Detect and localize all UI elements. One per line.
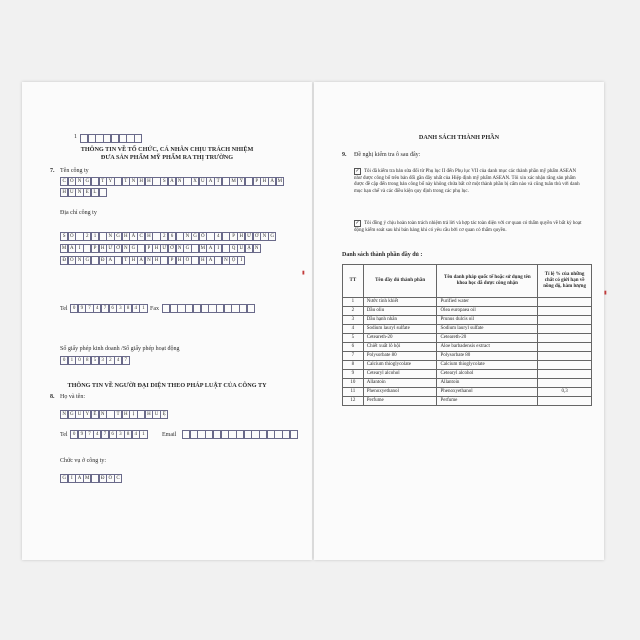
char-box: H	[145, 232, 153, 241]
char-box: 1	[139, 430, 147, 439]
table-cell	[538, 397, 592, 406]
char-box: 2	[106, 356, 114, 365]
char-box: C	[60, 177, 68, 186]
char-box: 7	[85, 304, 93, 313]
char-box: Ã	[129, 232, 137, 241]
char-box: Á	[75, 474, 83, 483]
char-box: H	[176, 256, 184, 265]
char-box: 4	[214, 232, 222, 241]
char-box: U	[237, 244, 245, 253]
char-box: Ố	[68, 232, 76, 241]
char-box: E	[83, 188, 91, 197]
table-cell: Cetearyl alcohol	[437, 370, 538, 379]
char-box: Ố	[68, 256, 76, 265]
checkbox-checked-icon: ✓	[355, 221, 360, 226]
table-cell: 8	[343, 361, 364, 370]
person-name-field	[60, 410, 168, 419]
left-page	[22, 82, 312, 560]
ingredients-title: DANH SÁCH THÀNH PHẦN	[418, 134, 500, 141]
char-box: H	[260, 177, 268, 186]
company-name-label: Tên công ty	[60, 168, 89, 174]
address-row-3	[60, 256, 245, 265]
section-9-number: 9.	[342, 152, 347, 158]
char-box: Ỹ	[237, 177, 245, 186]
char-box: N	[106, 232, 114, 241]
table-cell: Phenoxyethanol	[363, 388, 437, 397]
char-box: 4	[114, 356, 122, 365]
char-box: T	[99, 177, 107, 186]
char-box: S	[160, 177, 168, 186]
table-cell	[538, 307, 592, 316]
char-box: G	[83, 177, 91, 186]
char-box	[99, 188, 107, 197]
char-box: I	[237, 256, 245, 265]
table-cell: 12	[343, 397, 364, 406]
table-row	[343, 370, 592, 379]
table-cell: Calcium thioglycolate	[363, 361, 437, 370]
char-box: M	[200, 246, 206, 251]
char-box: 9	[78, 430, 86, 439]
table-cell: 6	[343, 343, 364, 352]
char-box: Ả	[168, 177, 176, 186]
table-row	[343, 325, 592, 334]
table-cell: Polysorbate 80	[363, 352, 437, 361]
table-cell: Perfume	[363, 397, 437, 406]
table-row	[343, 361, 592, 370]
char-box: T	[122, 256, 130, 265]
table-row	[343, 298, 592, 307]
char-box: Y	[83, 410, 91, 419]
char-box: H	[237, 232, 245, 241]
table-cell: 7	[343, 352, 364, 361]
table-cell: Polysorbate 80	[437, 352, 538, 361]
header-code-boxes: 1	[74, 134, 142, 143]
char-box: A	[206, 244, 214, 253]
char-box: C	[114, 474, 122, 483]
char-box: N	[183, 232, 191, 241]
char-box: Ậ	[245, 244, 253, 253]
char-box: 1	[91, 232, 99, 241]
char-box: 7	[101, 430, 109, 439]
char-box: Õ	[199, 232, 207, 241]
table-cell: 11	[343, 388, 364, 397]
section-7-number: 7.	[50, 168, 55, 174]
ingredients-table	[342, 264, 592, 406]
table-row	[343, 379, 592, 388]
char-box: N	[75, 188, 83, 197]
table-cell: 9	[343, 370, 364, 379]
col-header: Tên đầy đủ thành phần	[363, 265, 437, 298]
char-box: Ẩ	[268, 177, 276, 186]
char-box: P	[168, 256, 176, 265]
char-box: G	[191, 232, 199, 241]
char-box: T	[214, 177, 222, 186]
fax-field	[162, 304, 255, 313]
rep-header: THÔNG TIN VỀ NGƯỜI ĐẠI DIỆN THEO PHÁP LUẬT CỦA CÔNG TY	[67, 382, 267, 389]
char-box: Ư	[245, 232, 253, 241]
char-box: H	[152, 244, 160, 253]
char-box: 4	[132, 430, 140, 439]
char-box: 0	[60, 356, 68, 365]
email-label: Email	[162, 432, 177, 438]
char-box: H	[145, 410, 153, 419]
table-cell: Allantoin	[363, 379, 437, 388]
table-cell: Cetearyl alcohol	[363, 370, 437, 379]
char-box: N	[222, 256, 230, 265]
table-cell: Aloe barbadensis extract	[437, 343, 538, 352]
char-box: I	[214, 244, 222, 253]
person-name-label: Họ và tên:	[60, 394, 85, 400]
char-box: Ị	[129, 410, 137, 419]
char-box: N	[176, 244, 184, 253]
char-box: P	[91, 244, 99, 253]
char-box: 8	[124, 430, 132, 439]
char-box: N	[99, 410, 107, 419]
char-box: N	[260, 232, 268, 241]
table-row	[343, 334, 592, 343]
table-cell: Purified water	[437, 298, 538, 307]
char-box: 1	[68, 356, 76, 365]
char-box: Ễ	[91, 410, 99, 419]
table-row	[343, 307, 592, 316]
char-box: H	[122, 410, 130, 419]
table-cell	[538, 361, 592, 370]
char-box: H	[199, 256, 207, 265]
col-header: Tỉ lệ % của những chất có giới hạn về nồng độ, hàm lượng	[538, 265, 592, 298]
char-box: Ô	[68, 177, 76, 186]
table-row	[343, 397, 592, 406]
char-box: Đ	[99, 256, 107, 265]
table-cell: Calcium thioglycolate	[437, 361, 538, 370]
table-row	[343, 352, 592, 361]
col-header: TT	[343, 265, 364, 298]
char-box: C	[137, 232, 145, 241]
char-box: Ư	[106, 244, 114, 253]
table-cell	[538, 325, 592, 334]
section-8-number: 8.	[50, 394, 55, 400]
email-field	[182, 430, 298, 439]
char-box: À	[137, 256, 145, 265]
char-box: H	[152, 256, 160, 265]
table-header-row	[343, 265, 592, 298]
license-label: Số giấy phép kinh doanh /Số giấy phép hoạt động	[60, 346, 180, 352]
char-box: 5	[91, 356, 99, 365]
char-box: 8	[124, 304, 132, 313]
char-box: N	[145, 256, 153, 265]
char-box: X	[191, 177, 199, 186]
table-cell: 2	[343, 307, 364, 316]
char-box: N	[176, 177, 184, 186]
char-box: T	[114, 410, 122, 419]
table-cell	[538, 316, 592, 325]
table-row	[343, 388, 592, 397]
company-name-row-1	[60, 177, 284, 186]
col-header: Tên danh pháp quốc tế hoặc sử dụng tên khoa học đã được công nhận	[437, 265, 538, 298]
char-box: U	[199, 177, 207, 186]
char-box: N	[75, 177, 83, 186]
char-box: 0	[75, 356, 83, 365]
table-cell	[538, 343, 592, 352]
table-cell: Ceteareth-20	[437, 334, 538, 343]
char-box: N	[253, 244, 261, 253]
char-box: 6	[109, 430, 117, 439]
table-cell: 3	[343, 316, 364, 325]
char-box: A	[68, 244, 76, 253]
table-cell: Phenoxyethanol	[437, 388, 538, 397]
char-box: Đ	[60, 256, 68, 265]
address-row-2	[60, 244, 261, 253]
char-box: Ơ	[253, 232, 261, 241]
table-cell: Dầu oliu	[363, 307, 437, 316]
char-box: 6	[109, 304, 117, 313]
char-box: T	[122, 177, 130, 186]
char-box: 0	[70, 430, 78, 439]
char-box: 3	[116, 430, 124, 439]
table-cell: Allantoin	[437, 379, 538, 388]
char-box: G	[129, 244, 137, 253]
char-box: H	[137, 177, 145, 186]
char-box: 7	[85, 430, 93, 439]
declaration-1: ✓ Tôi đã kiểm tra bản sửa đổi từ Phụ lục II đến Phụ lục VII của danh mục các thành phần mỹ phẩm ASEAN như được công bố trên bản đối gần đây nhất của Hiệp định mỹ phẩm ASEAN. Tôi xin xác nhận rằng sản phẩm được đề cập đến trong bản công bố này không chứa bất cứ một thành phần bị cấm nào và cũng tuân thủ với danh mục hạn chế và các điều kiện quy định trong các phụ lục.	[354, 169, 580, 194]
table-cell: Nước tinh khiết	[363, 298, 437, 307]
char-box: 0	[70, 304, 78, 313]
char-box: H	[122, 232, 130, 241]
table-cell	[538, 379, 592, 388]
table-cell	[538, 298, 592, 307]
address-row-1	[60, 232, 276, 241]
char-box: N	[75, 256, 83, 265]
fax-label: Fax	[150, 306, 159, 312]
char-box: P	[253, 177, 261, 186]
char-box: H	[60, 188, 68, 197]
rep-tel-label: Tel	[60, 432, 68, 438]
char-box: N	[129, 177, 137, 186]
table-cell: Sodium lauryl sulfate	[363, 325, 437, 334]
tel-field	[70, 304, 148, 313]
company-name-row-2	[60, 188, 107, 197]
char-box: 9	[78, 304, 86, 313]
table-cell	[538, 352, 592, 361]
char-box: 7	[122, 356, 130, 365]
checkbox-checked-icon: ✓	[355, 169, 360, 174]
table-cell: Olea europaea oil	[437, 307, 538, 316]
char-box: Ố	[106, 474, 114, 483]
char-box: 6	[168, 232, 176, 241]
section-9-label: Đề nghị kiểm tra ô sau đây:	[354, 152, 421, 158]
rep-tel-field	[70, 430, 148, 439]
position-label: Chức vụ ở công ty:	[60, 458, 107, 464]
table-cell: 10	[343, 379, 364, 388]
table-row	[343, 316, 592, 325]
char-box: Ư	[160, 244, 168, 253]
char-box: Đ	[99, 474, 107, 483]
table-cell	[538, 334, 592, 343]
margin-stamp: ▮	[604, 291, 607, 296]
char-box: Ơ	[114, 244, 122, 253]
char-box: M	[85, 476, 90, 481]
table-cell: Sodium lauryl sulfate	[437, 325, 538, 334]
char-box: M	[61, 246, 67, 251]
table-row	[343, 343, 592, 352]
char-box: G	[60, 474, 68, 483]
char-box: 2	[83, 232, 91, 241]
char-box: Ộ	[229, 256, 237, 265]
char-box: H	[99, 244, 107, 253]
table-cell: 4	[343, 325, 364, 334]
margin-stamp: ▮	[302, 271, 305, 276]
char-box: G	[114, 232, 122, 241]
char-box: 4	[93, 304, 101, 313]
right-page	[314, 82, 604, 560]
char-box: Y	[106, 177, 114, 186]
org-header-line1: THÔNG TIN VỀ TỔ CHỨC, CÁ NHÂN CHỊU TRÁCH NHIỆM	[80, 146, 254, 153]
table-cell: 0,3	[538, 388, 592, 397]
table-cell: Perfume	[437, 397, 538, 406]
table-cell: Chiết xuất lô hội	[363, 343, 437, 352]
char-box: P	[229, 232, 237, 241]
char-box: 7	[101, 304, 109, 313]
char-box: U	[68, 188, 76, 197]
char-box: U	[152, 410, 160, 419]
table-cell: Dầu hạnh nhân	[363, 316, 437, 325]
char-box: 3	[99, 356, 107, 365]
char-box: I	[75, 244, 83, 253]
char-box: 4	[93, 430, 101, 439]
char-box: M	[277, 179, 283, 184]
char-box: 4	[132, 304, 140, 313]
char-box: P	[145, 244, 153, 253]
char-box: Ấ	[206, 177, 214, 186]
license-field	[60, 356, 130, 365]
declaration-2: ✓ Tôi đồng ý chịu hoàn toàn trách nhiệm trả lời và hợp tác toàn diện với cơ quan có thẩm quyền về bất kỳ hoạt động kiểm soát sau khi bán hàng khi có yêu cầu bởi cơ quan có thẩm quyền.	[354, 221, 582, 233]
char-box: H	[145, 177, 153, 186]
full-list-label: Danh sách thành phần đầy đủ :	[342, 252, 423, 258]
char-box: G	[83, 256, 91, 265]
table-cell	[538, 370, 592, 379]
char-box: M	[231, 179, 236, 184]
company-address-label: Địa chỉ công ty	[60, 210, 97, 216]
table-cell: 1	[343, 298, 364, 307]
char-box: 1	[139, 304, 147, 313]
char-box: N	[122, 244, 130, 253]
char-box: N	[60, 410, 68, 419]
char-box: G	[183, 244, 191, 253]
char-box: 3	[116, 304, 124, 313]
table-cell: Ceteareth-20	[363, 334, 437, 343]
char-box: À	[206, 256, 214, 265]
char-box: Ờ	[168, 244, 176, 253]
char-box: 8	[83, 356, 91, 365]
position-field	[60, 474, 122, 483]
char-box: I	[68, 474, 76, 483]
char-box: G	[68, 410, 76, 419]
tel-label: Tel	[60, 306, 68, 312]
table-cell: 5	[343, 334, 364, 343]
char-box: G	[268, 232, 276, 241]
char-box: Q	[229, 244, 237, 253]
char-box: 2	[160, 232, 168, 241]
table-cell: Prunus dulcis oil	[437, 316, 538, 325]
org-header-line2: ĐƯA SẢN PHẨM MỸ PHẨM RA THỊ TRƯỜNG	[100, 154, 234, 161]
char-box: L	[91, 188, 99, 197]
char-box: A	[106, 256, 114, 265]
char-box: H	[129, 256, 137, 265]
char-box: S	[60, 232, 68, 241]
char-box: Ệ	[160, 410, 168, 419]
char-box: Ố	[183, 256, 191, 265]
char-box: U	[75, 410, 83, 419]
